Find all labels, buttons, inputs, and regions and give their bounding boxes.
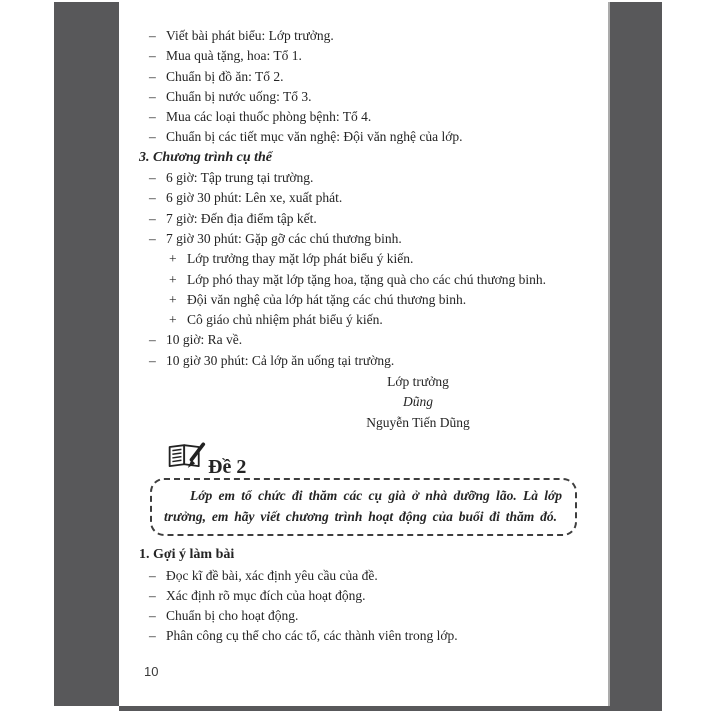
list-item [149,46,592,66]
dash-marker: – [149,129,156,145]
schedule-item-text: 10 giờ: Ra về. [166,332,243,348]
book-edge-right [608,2,662,711]
book-edge-bottom [119,706,660,711]
signature-role: Lớp trưởng [387,374,449,390]
schedule-item-text: 6 giờ: Tập trung tại trường. [166,170,314,186]
list-item-text: Chuẩn bị đồ ăn: Tổ 2. [166,68,284,84]
exercise-2-heading [150,442,260,478]
dash-marker: – [149,68,156,84]
schedule-item [149,188,592,208]
plus-marker: + [169,312,177,328]
list-item-text: Chuẩn bị các tiết mục văn nghệ: Đội văn nghệ của lớp. [166,129,463,145]
schedule-item-text: Đội văn nghệ của lớp hát tặng các chú thương binh. [187,291,467,307]
schedule-item-text: Cô giáo chủ nhiệm phát biểu ý kiến. [187,312,383,328]
schedule-item [149,229,592,249]
schedule-item-text: 6 giờ 30 phút: Lên xe, xuất phát. [166,190,343,206]
list-item [149,107,592,127]
page-number: 10 [144,663,159,679]
list-item [149,566,592,586]
schedule-item [149,168,592,188]
list-item [149,127,592,147]
schedule-subitem [149,290,592,310]
list-item [149,586,592,606]
dash-marker: – [149,332,156,348]
list-item [149,67,592,87]
signature-block [308,372,528,433]
dash-marker: – [149,567,156,583]
schedule-item-text: Lớp trưởng thay mặt lớp phát biểu ý kiến. [187,251,414,267]
list-item [149,606,592,626]
signature-signed-name: Dũng [403,394,433,410]
schedule-item [149,351,592,371]
schedule-item-text: Lớp phó thay mặt lớp tặng hoa, tặng quà cho các chú thương binh. [187,271,547,287]
checklist [149,26,592,148]
schedule-subitem [149,310,592,330]
schedule-item-text: 10 giờ 30 phút: Cả lớp ăn uống tại trường. [166,352,395,368]
dash-marker: – [149,210,156,226]
exercise-2-label: Đề 2 [208,455,247,478]
schedule-list [149,168,592,371]
list-item-text: Phân công cụ thể cho các tổ, các thành viên trong lớp. [166,628,458,644]
schedule-subitem [149,270,592,290]
exercise-2-block [150,442,577,536]
dash-marker: – [149,587,156,603]
plus-marker: + [169,251,177,267]
signature-full-name: Nguyễn Tiến Dũng [366,414,470,430]
plus-marker: + [169,271,177,287]
plus-marker: + [169,291,177,307]
list-item-text: Đọc kĩ đề bài, xác định yêu cầu của đề. [166,567,378,583]
list-item-text: Viết bài phát biểu: Lớp trưởng. [166,28,334,43]
dash-marker: – [149,352,156,368]
schedule-item [149,209,592,229]
list-item-text: Mua các loại thuốc phòng bệnh: Tổ 4. [166,109,372,125]
schedule-item [149,330,592,350]
list-item-text: Chuẩn bị cho hoạt động. [166,608,299,624]
dash-marker: – [149,88,156,104]
dash-marker: – [149,230,156,246]
dash-marker: – [149,109,156,125]
dash-marker: – [149,28,156,43]
schedule-item-text: 7 giờ 30 phút: Gặp gỡ các chú thương binh. [166,230,402,246]
dash-marker: – [149,170,156,186]
guidance-list [149,566,592,647]
page [119,2,608,706]
schedule-item-text: 7 giờ: Đến địa điểm tập kết. [166,210,317,226]
exercise-2-prompt-text: Lớp em tổ chức đi thăm các cụ già ở nhà dưỡng lão. Là lớp trưởng, em hãy viết chương trình hoạt động của buổi đi thăm đó. [164,488,562,524]
dash-marker: – [149,190,156,206]
schedule-subitem [149,249,592,269]
list-item-text: Chuẩn bị nước uống: Tổ 3. [166,88,312,104]
dash-marker: – [149,608,156,624]
list-item [149,626,592,646]
page-content [119,2,608,682]
list-item [149,87,592,107]
open-book-pen-icon [166,442,206,472]
section-heading-guidance: 1. Gợi ý làm bài [139,547,235,563]
list-item-text: Mua quà tặng, hoa: Tổ 1. [166,48,302,64]
exercise-2-prompt-box [150,478,577,536]
dash-marker: – [149,628,156,644]
dash-marker: – [149,48,156,64]
list-item-text: Xác định rõ mục đích của hoạt động. [166,587,366,603]
section-heading-program: 3. Chương trình cụ thể [139,149,272,165]
list-item [149,26,592,46]
book-edge-left [54,2,121,706]
